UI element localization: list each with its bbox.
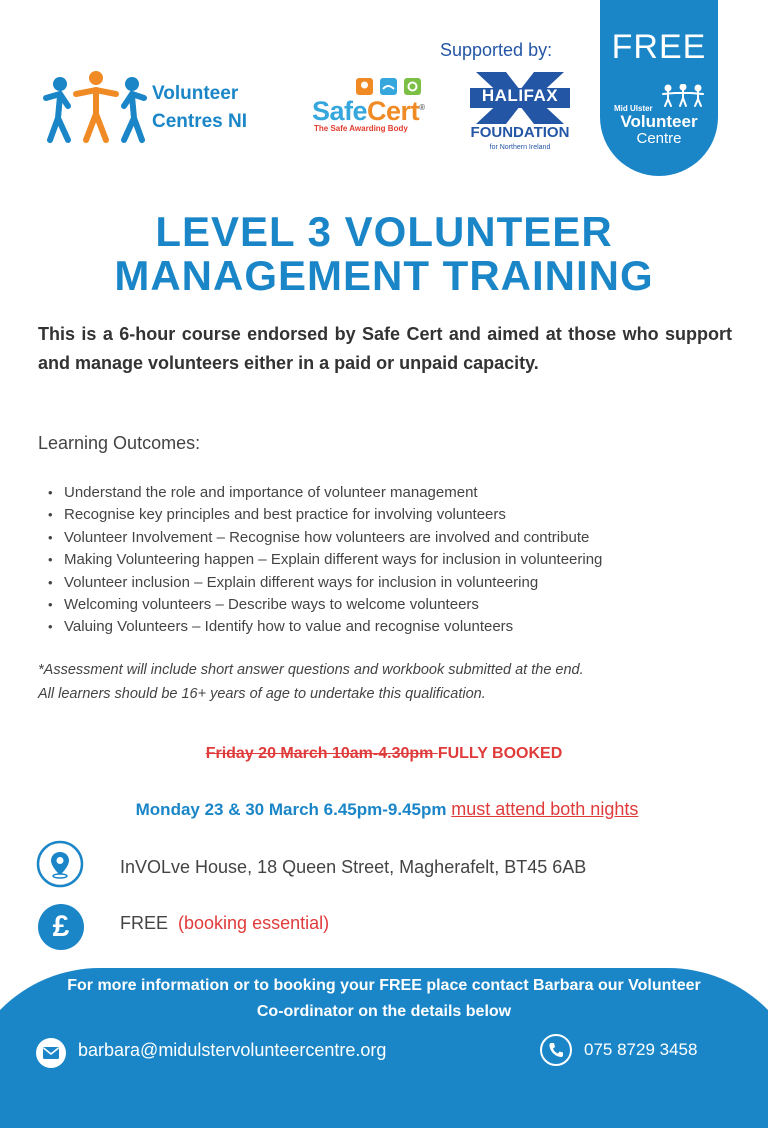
mid-ulster-small-label: Mid Ulster [614, 104, 653, 113]
attend-both-nights-note: must attend both nights [451, 799, 639, 819]
safecert-logo [308, 72, 436, 138]
booking-essential-note: (booking essential) [178, 913, 330, 933]
free-badge [600, 0, 718, 176]
assessment-note [38, 658, 584, 706]
title-line-2: MANAGEMENT TRAINING [114, 252, 654, 299]
volunteer-centres-ni-logo [40, 68, 280, 148]
safecert-tagline: The Safe Awarding Body [314, 124, 408, 133]
footer-info-text: For more information or to booking your FREE place contact Barbara our Volunteer Co-ordinator on the details below [67, 977, 701, 1020]
halifax-name: HALIFAX [481, 86, 559, 105]
mid-ulster-figures-icon [662, 84, 704, 108]
learning-outcomes-heading: Learning Outcomes: [38, 433, 201, 453]
learning-outcomes-list [48, 482, 602, 639]
price-info [120, 913, 329, 934]
supported-by-label: Supported by: [440, 40, 553, 60]
monday-session [0, 799, 768, 820]
monday-session-date: Monday 23 & 30 March 6.45pm-9.45pm [135, 800, 447, 819]
vcni-line-2: Centres NI [152, 111, 248, 132]
list-item: • Valuing Volunteers – Identify how to value and recognise volunteers [48, 616, 602, 638]
free-badge-text: FREE [611, 28, 707, 66]
list-item: • Volunteer Involvement – Recognise how volunteers are involved and contribute [48, 527, 602, 549]
halifax-foundation-text: FOUNDATION [470, 124, 570, 141]
location-pin-icon [36, 840, 84, 888]
volunteer-figures-icon [40, 68, 150, 148]
pound-icon: £ [38, 904, 84, 950]
safecert-icons [356, 78, 422, 96]
assessment-line-1: *Assessment will include short answer questions and workbook submitted at the end. [38, 662, 584, 678]
friday-session [0, 745, 768, 763]
course-intro: This is a 6-hour course endorsed by Safe Cert and aimed at those who support and manage volunteers either in a paid or unpaid capacity. [38, 324, 732, 373]
vcni-line-1: Volunteer [152, 83, 239, 104]
list-item: • Volunteer inclusion – Explain different ways for inclusion in volunteering [48, 572, 602, 594]
mid-ulster-volunteer-label: Volunteer [620, 112, 698, 131]
list-item: • Understand the role and importance of volunteer management [48, 482, 602, 504]
contact-phone[interactable]: 075 8729 3458 [584, 1040, 698, 1059]
fully-booked-label: FULLY BOOKED [437, 745, 563, 762]
venue-address: InVOLve House, 18 Queen Street, Magherafelt, BT45 6AB [120, 857, 587, 877]
friday-session-date: Friday 20 March 10am-4.30pm [205, 745, 438, 762]
list-item: • Welcoming volunteers – Describe ways to welcome volunteers [48, 594, 602, 616]
assessment-line-2: All learners should be 16+ years of age to undertake this qualification. [38, 686, 486, 702]
halifax-foundation-logo [470, 72, 570, 158]
safecert-wordmark: SafeCert® [312, 96, 425, 126]
phone-icon [540, 1034, 572, 1066]
page-title [0, 210, 768, 298]
title-line-1: LEVEL 3 VOLUNTEER [155, 208, 613, 255]
contact-email[interactable]: barbara@midulstervolunteercentre.org [78, 1040, 387, 1060]
halifax-region-text: for Northern Ireland [489, 144, 551, 151]
list-item: • Recognise key principles and best practice for involving volunteers [48, 504, 602, 526]
email-icon [36, 1038, 66, 1068]
list-item: • Making Volunteering happen – Explain different ways for inclusion in volunteering [48, 549, 602, 571]
mid-ulster-centre-label: Centre [636, 130, 682, 147]
price-label: FREE [120, 913, 169, 933]
